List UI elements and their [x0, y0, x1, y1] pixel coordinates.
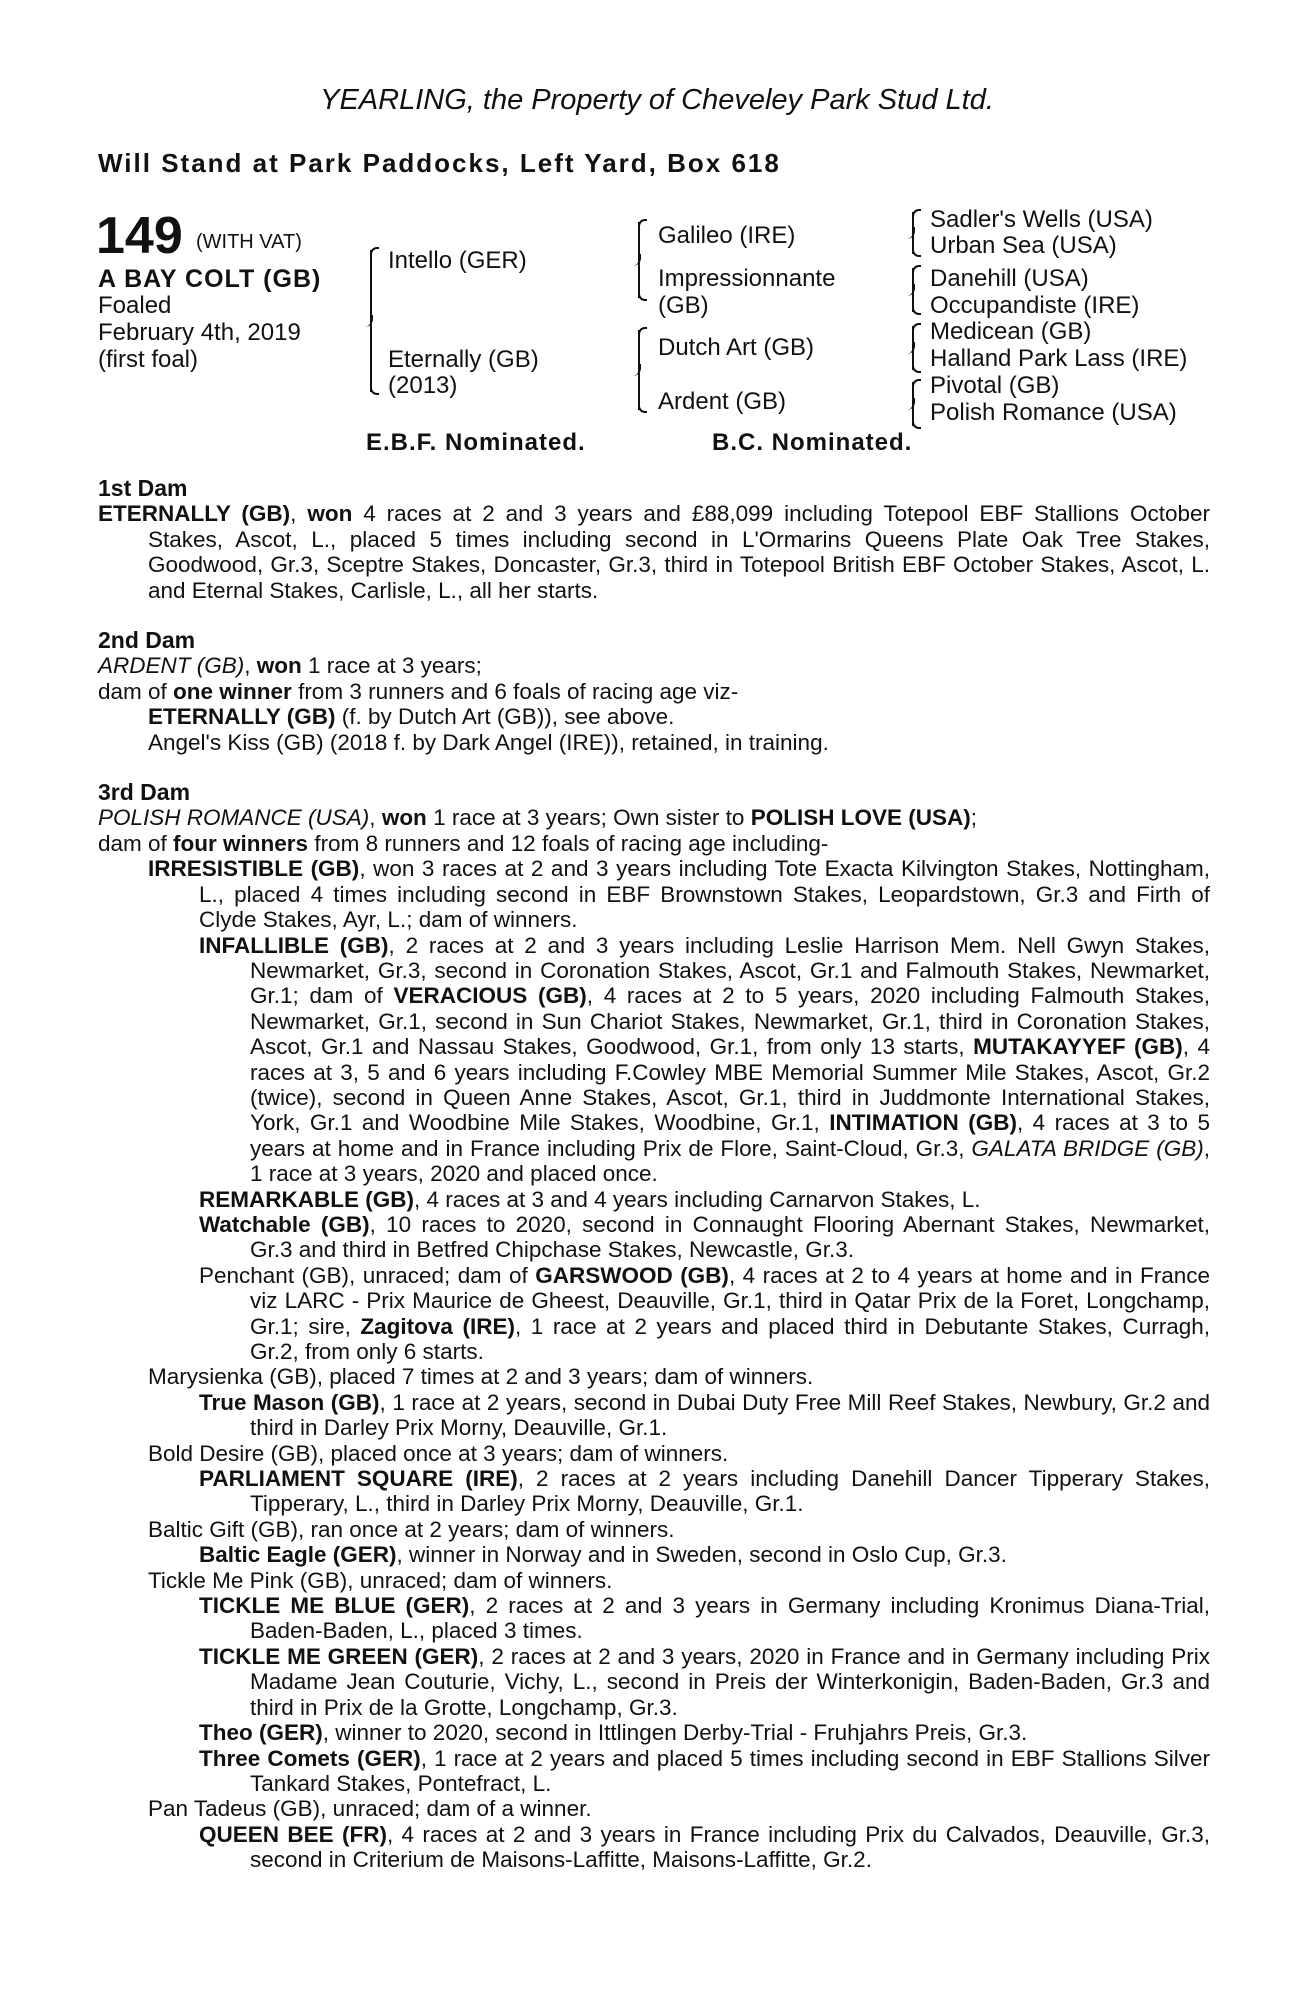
produce-horse: Watchable (GB) — [199, 1211, 370, 1237]
lot-number: 149 — [96, 207, 183, 265]
produce-intro-c: from 8 runners and 12 foals of racing age including- — [308, 830, 829, 856]
produce-intro-a: dam of — [98, 830, 174, 856]
produce-horse: Zagitova (IRE) — [360, 1313, 515, 1339]
produce-intro-c: from 3 runners and 6 foals of racing age viz- — [291, 678, 739, 704]
produce-text: , 4 races at 2 and 3 years in France including Prix du Calvados, Deauville, Gr.3, second in Criterium de Maisons-Laffitte, Maisons-Laffitte, Gr.2. — [250, 1821, 1210, 1873]
produce-item — [98, 1822, 1210, 1873]
produce-text: , 4 races at 2 to 4 years at home and in France viz LARC - Prix Maurice de Gheest, Deauville, Gr.1, third in Qatar Prix de la Foret, Longchamp, Gr.1; sire, — [250, 1262, 1210, 1339]
produce-horse: GALATA BRIDGE (GB) — [971, 1135, 1204, 1161]
third-dam-text-a: 1 race at 3 years; Own sister to — [426, 805, 751, 831]
produce-horse: IRRESISTIBLE (GB) — [148, 856, 360, 882]
granddam-1: Urban Sea (USA) — [930, 232, 1117, 259]
grandsire-4: Pivotal (GB) — [930, 372, 1060, 399]
won-label: won — [256, 653, 302, 679]
second-dam-produce-intro — [98, 679, 1210, 704]
granddam-3: Halland Park Lass (IRE) — [930, 345, 1188, 372]
sire-dam: Impressionnante — [658, 265, 836, 292]
vat-note: (WITH VAT) — [196, 231, 302, 253]
produce-text: , won 3 races at 2 and 3 years including Tote Exacta Kilvington Stakes, Nottingham, L., placed 4 times including second in EBF Brownstown Stakes, Leopardstown, Gr.3 and Firth of Clyde Stakes, Ayr, L.; dam of winners. — [199, 856, 1210, 933]
produce-horse: TICKLE ME BLUE (GER) — [199, 1593, 470, 1619]
produce-item — [98, 1542, 1210, 1567]
produce-horse: VERACIOUS (GB) — [393, 983, 587, 1009]
grandsire-3: Medicean (GB) — [930, 318, 1092, 345]
produce-text: , 2 races at 2 and 3 years, 2020 in France and in Germany including Prix Madame Jean Couturie, Vichy, L., second in Preis der Winterkonigin, Baden-Baden, Gr.3 and third in Prix de la Grotte, Longchamp, Gr.3. — [250, 1643, 1210, 1720]
pedigree-brace-g2 — [912, 268, 914, 312]
produce-item: Marysienka (GB), placed 7 times at 2 and 3 years; dam of winners. — [148, 1364, 814, 1390]
grandsire-1: Sadler's Wells (USA) — [930, 206, 1153, 233]
produce-item — [98, 1390, 1210, 1441]
produce-horse: GARSWOOD (GB) — [535, 1262, 729, 1288]
granddam-4: Polish Romance (USA) — [930, 399, 1177, 426]
second-dam-text: 1 race at 3 years; — [301, 653, 482, 679]
stand-location: Will Stand at Park Paddocks, Left Yard, Box 618 — [98, 148, 781, 178]
produce-text: , winner in Norway and in Sweden, second in Oslo Cup, Gr.3. — [396, 1542, 1007, 1568]
ebf-nominated: E.B.F. Nominated. — [366, 429, 586, 456]
sire-sire: Galileo (IRE) — [658, 222, 796, 249]
first-dam-paragraph: ETERNALLY (GB), won 4 races at 2 and 3 years and £88,099 including Totepool EBF Stallions October Stakes, Ascot, L., placed 5 times including second in L'Ormarins Queens Plate Oak Tree Stakes, Goodwood, Gr.3, Sceptre Stakes, Doncaster, Gr.3, third in Totepool British EBF October Stakes, Ascot, L. and Eternal Stakes, Carlisle, L., all her starts. — [98, 501, 1210, 603]
produce-text: , 2 races at 2 and 3 years in Germany including Kronimus Diana-Trial, Baden-Baden, L., placed 3 times. — [250, 1593, 1210, 1644]
pedigree-brace-g4 — [912, 382, 914, 426]
first-dam-text: 4 races at 2 and 3 years and £88,099 including Totepool EBF Stallions October Stakes, Ascot, L., placed 5 times including second in L'Ormarins Queens Plate Oak Tree Stakes, Goodwood, Gr.3, Sceptre Stakes, Doncaster, Gr.3, third in Totepool British EBF October Stakes, Ascot, L. and Eternal Stakes, Carlisle, L., all her starts. — [148, 501, 1210, 603]
first-dam-section — [98, 476, 1210, 603]
bc-nominated: B.C. Nominated. — [712, 429, 913, 456]
first-dam-horse: ETERNALLY (GB) — [98, 501, 291, 527]
produce-item — [98, 1746, 1210, 1797]
pedigree-brace-g1 — [912, 212, 914, 254]
produce-horse: QUEEN BEE (FR) — [199, 1821, 387, 1847]
produce-text: , 1 race at 2 years and placed third in Debutante Stakes, Curragh, Gr.2, from only 6 starts. — [250, 1313, 1210, 1364]
won-label: won — [381, 805, 427, 831]
sire: Intello (GER) — [388, 247, 527, 274]
produce-item: Tickle Me Pink (GB), unraced; dam of winners. — [148, 1567, 613, 1593]
lot-name: A BAY COLT (GB) — [98, 265, 322, 293]
third-dam-text-b: ; — [970, 805, 977, 831]
produce-horse: PARLIAMENT SQUARE (IRE) — [199, 1466, 518, 1492]
produce-horse: MUTAKAYYEF (GB) — [973, 1034, 1183, 1060]
produce-horse: INFALLIBLE (GB) — [199, 932, 389, 958]
produce-horse: Theo (GER) — [199, 1720, 323, 1746]
produce-item — [98, 1644, 1210, 1720]
dam: Eternally (GB) — [388, 346, 539, 373]
produce-item — [98, 1720, 1210, 1745]
catalogue-body — [98, 476, 1210, 1898]
produce-horse: REMARKABLE (GB) — [199, 1186, 414, 1212]
first-dam-heading: 1st Dam — [98, 475, 188, 501]
produce-text: Penchant (GB), unraced; dam of — [199, 1262, 536, 1288]
dam-dam: Ardent (GB) — [658, 388, 787, 415]
pedigree-brace-gen1 — [370, 250, 372, 392]
second-dam-horse: ARDENT (GB) — [98, 653, 245, 679]
produce-item — [98, 704, 1210, 729]
foaled-date: February 4th, 2019 — [98, 319, 301, 346]
sire-dam-country: (GB) — [658, 292, 709, 319]
dam-sire: Dutch Art (GB) — [658, 334, 815, 361]
produce-text: , 4 races at 2 to 5 years, 2020 including Falmouth Stakes, Newmarket, Gr.1, second in Sun Chariot Stakes, Newmarket, Gr.1, third in Coronation Stakes, Ascot, Gr.1 and Nassau Stakes, Goodwood, Gr.1, from only 13 starts, — [250, 983, 1210, 1060]
sister-horse: POLISH LOVE (USA) — [750, 805, 971, 831]
produce-text: (f. by Dutch Art (GB)), see above. — [335, 704, 675, 730]
pedigree-brace-g3 — [912, 326, 914, 370]
third-dam-heading: 3rd Dam — [98, 779, 191, 806]
produce-text: , winner to 2020, second in Ittlingen Derby-Trial - Fruhjahrs Preis, Gr.3. — [322, 1720, 1028, 1746]
produce-intro-a: dam of — [98, 678, 174, 704]
third-dam-section — [98, 780, 1210, 1872]
produce-intro-b: one winner — [173, 678, 292, 704]
page-title: YEARLING, the Property of Cheveley Park Stud Ltd. — [320, 84, 994, 116]
produce-item — [98, 1263, 1210, 1365]
produce-horse: True Mason (GB) — [199, 1389, 380, 1415]
produce-text: , 1 race at 2 years and placed 5 times including second in EBF Stallions Silver Tankard Stakes, Pontefract, L. — [250, 1745, 1210, 1796]
dam-year: (2013) — [388, 372, 458, 399]
produce-item — [98, 1212, 1210, 1263]
third-dam-paragraph: POLISH ROMANCE (USA), won 1 race at 3 years; Own sister to POLISH LOVE (USA); — [98, 805, 977, 831]
produce-text: , 4 races at 3 and 4 years including Carnarvon Stakes, L. — [413, 1186, 981, 1212]
produce-item — [98, 1187, 1210, 1212]
pedigree-brace-sire — [638, 222, 640, 298]
produce-horse: TICKLE ME GREEN (GER) — [199, 1643, 479, 1669]
foaled-label: Foaled — [98, 292, 172, 319]
produce-text: , 4 races at 3 to 5 years at home and in France including Prix de Flore, Saint-Cloud, Gr.3, — [250, 1110, 1210, 1161]
produce-horse: Three Comets (GER) — [199, 1745, 421, 1771]
foal-note: (first foal) — [98, 346, 199, 373]
second-dam-heading: 2nd Dam — [98, 627, 196, 654]
produce-text: , 2 races at 2 and 3 years including Leslie Harrison Mem. Nell Gwyn Stakes, Newmarket, Gr.3, second in Coronation Stakes, Ascot, Gr.1 and Falmouth Stakes, Newmarket, Gr.1; dam of — [250, 932, 1210, 1009]
grandsire-2: Danehill (USA) — [930, 265, 1089, 292]
produce-horse: Baltic Eagle (GER) — [199, 1542, 397, 1568]
won-label: won — [307, 501, 353, 527]
second-dam-section — [98, 628, 1210, 755]
second-dam-paragraph: ARDENT (GB), won 1 race at 3 years; — [98, 653, 482, 679]
third-dam-produce-intro — [98, 831, 1210, 856]
produce-item — [98, 856, 1210, 932]
produce-text: , 4 races at 3, 5 and 6 years including F.Cowley MBE Memorial Summer Mile Stakes, Ascot, Gr.2 (twice), second in Queen Anne Stakes, Ascot, Gr.1, third in Juddmonte International Stakes, York, Gr.1 and Woodbine Mile Stakes, Woodbine, Gr.1, — [250, 1034, 1210, 1136]
produce-item — [98, 933, 1210, 1187]
produce-text: , 10 races to 2020, second in Connaught Flooring Abernant Stakes, Newmarket, Gr.3 and third in Betfred Chipchase Stakes, Newcastle, Gr.3. — [250, 1211, 1210, 1263]
produce-text: , 1 race at 3 years, 2020 and placed once. — [250, 1135, 1210, 1187]
produce-horse: INTIMATION (GB) — [829, 1110, 1017, 1136]
pedigree-brace-dam — [638, 330, 640, 410]
produce-text: , 2 races at 2 years including Danehill Dancer Tipperary Stakes, Tipperary, L., third in Darley Prix Morny, Deauville, Gr.1. — [250, 1466, 1210, 1517]
produce-horse: ETERNALLY (GB) — [148, 704, 336, 730]
produce-item: Pan Tadeus (GB), unraced; dam of a winner. — [148, 1796, 592, 1822]
produce-item: Baltic Gift (GB), ran once at 2 years; dam of winners. — [148, 1516, 675, 1542]
produce-item: Bold Desire (GB), placed once at 3 years; dam of winners. — [148, 1440, 729, 1466]
third-dam-horse: POLISH ROMANCE (USA) — [98, 805, 370, 831]
produce-intro-b: four winners — [173, 830, 309, 856]
produce-item — [98, 1593, 1210, 1644]
produce-text: , 1 race at 2 years, second in Dubai Duty Free Mill Reef Stakes, Newbury, Gr.2 and third in Darley Prix Morny, Deauville, Gr.1. — [250, 1389, 1210, 1441]
produce-item — [98, 1466, 1210, 1517]
granddam-2: Occupandiste (IRE) — [930, 292, 1140, 319]
produce-item: Angel's Kiss (GB) (2018 f. by Dark Angel (IRE)), retained, in training. — [148, 729, 829, 755]
